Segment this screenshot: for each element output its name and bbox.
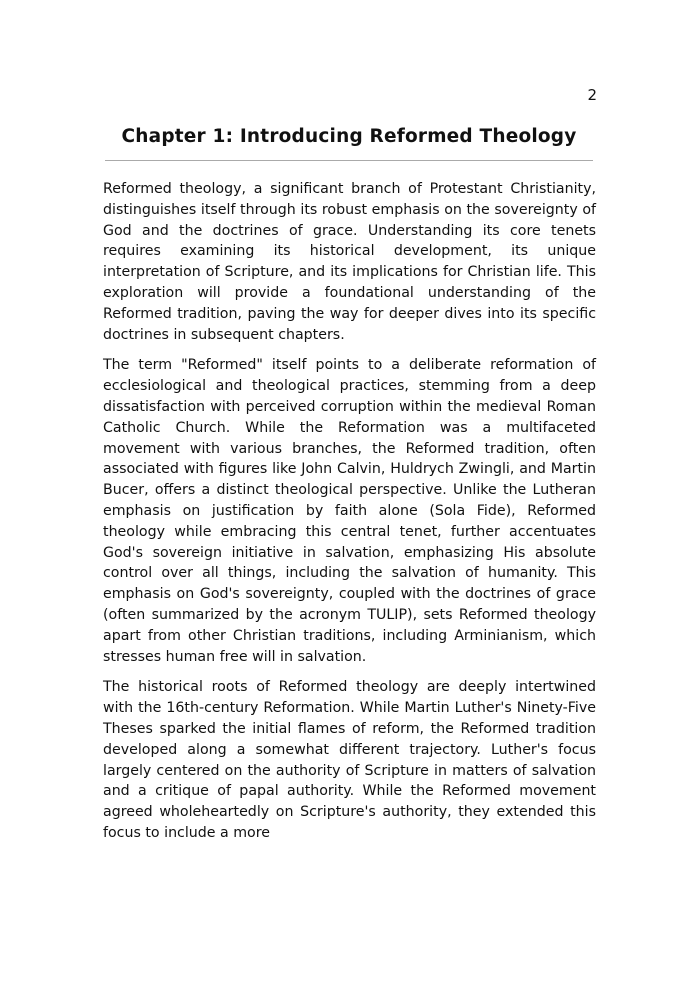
body-text	[103, 179, 596, 854]
paragraph-2: The term "Reformed" itself points to a deliberate reformation of ecclesiological and theological practices, stemming from a deep dissatisfaction with perceived corruption within the medieval Roman Catholic Church. While the Reformation was a multifaceted movement with various branches, the Reformed tradition, often associated with figures like John Calvin, Huldrych Zwingli, and Martin Bucer, offers a distinct theological perspective. Unlike the Lutheran emphasis on justification by faith alone (Sola Fide), Reformed theology while embracing this central tenet, further accentuates God's sovereign initiative in salvation, emphasizing His absolute control over all things, including the salvation of humanity. This emphasis on God's sovereignty, coupled with the doctrines of grace (often summarized by the acronym TULIP), sets Reformed theology apart from other Christian traditions, including Arminianism, which stresses human free will in salvation.	[103, 357, 596, 665]
page-number: 2	[587, 86, 597, 104]
paragraph-3: The historical roots of Reformed theology are deeply intertwined with the 16th-century Reformation. While Martin Luther's Ninety-Five Theses sparked the initial flames of reform, the Reformed tradition developed along a somewhat different trajectory. Luther's focus largely centered on the authority of Scripture in matters of salvation and a critique of papal authority. While the Reformed movement agreed wholeheartedly on Scripture's authority, they extended this focus to include a more	[103, 679, 596, 841]
paragraph-1: Reformed theology, a significant branch of Protestant Christianity, distinguishes itself through its robust emphasis on the sovereignty of God and the doctrines of grace. Understanding its core tenets requires examining its historical development, its unique interpretation of Scripture, and its implications for Christian life. This exploration will provide a foundational understanding of the Reformed tradition, paving the way for deeper dives into its specific doctrines in subsequent chapters.	[103, 181, 596, 343]
chapter-title: Chapter 1: Introducing Reformed Theology	[121, 126, 577, 147]
title-divider	[105, 160, 593, 161]
